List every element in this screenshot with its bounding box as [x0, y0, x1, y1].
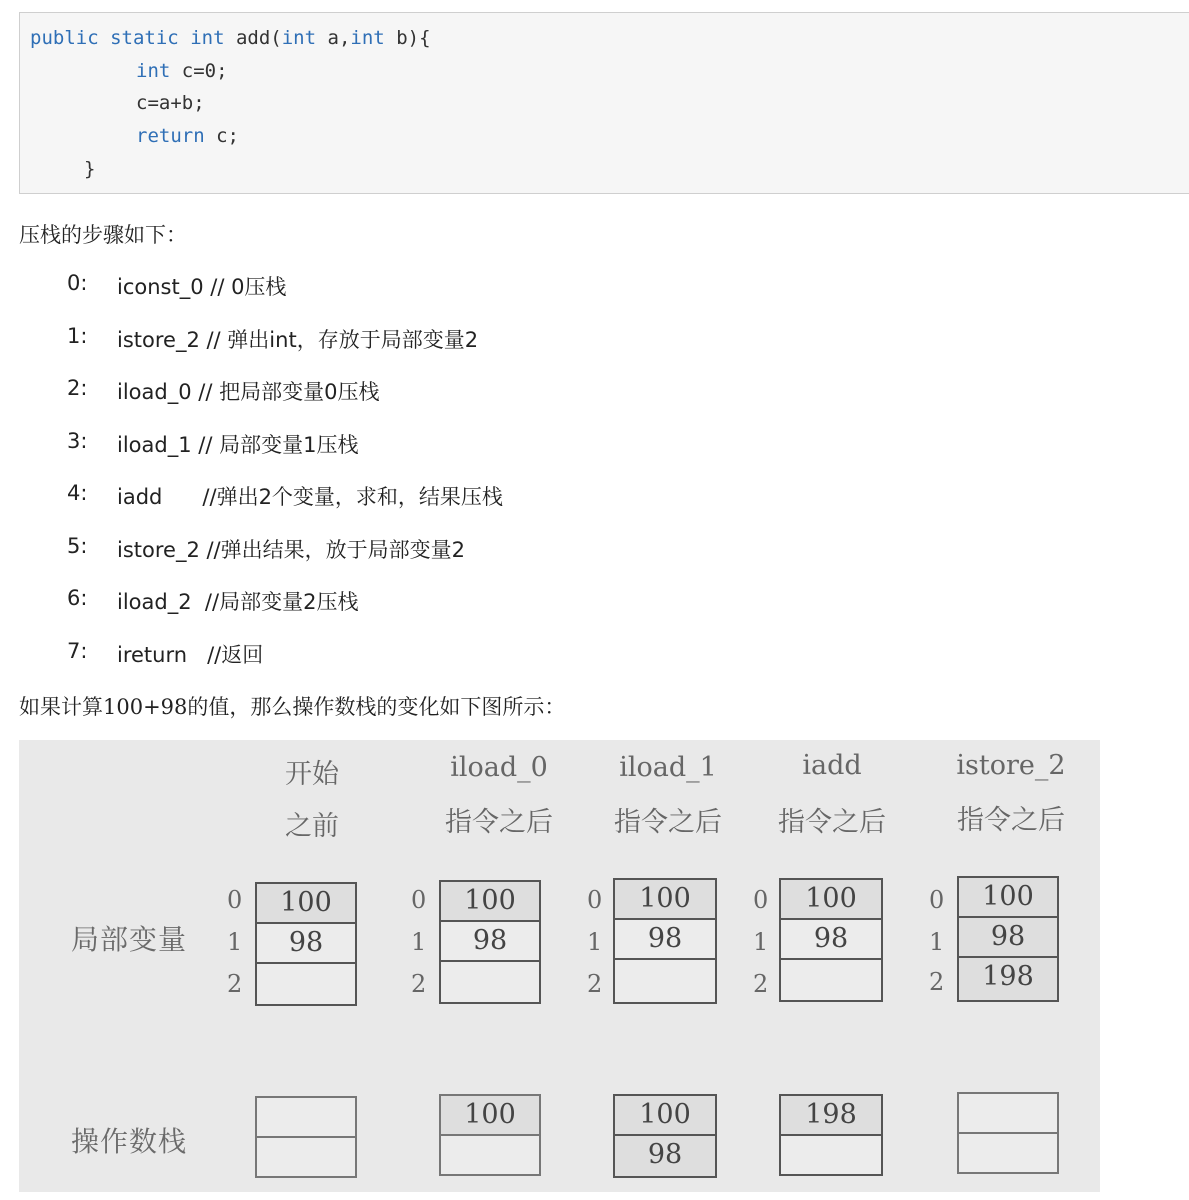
column-head-1: iload_1 [619, 752, 717, 783]
stack-slot-1 [439, 1134, 541, 1176]
code-line-4: return c; [136, 125, 239, 147]
local-slot-0: 100 [439, 880, 541, 922]
local-slot-1: 98 [439, 920, 541, 962]
local-index: 2 [587, 970, 603, 998]
column-head-1: istore_2 [956, 750, 1066, 781]
local-slot-2 [613, 958, 717, 1004]
step-number: 3: [67, 429, 88, 453]
column-head-2: 指令之后 [778, 807, 886, 838]
local-slot-2: 198 [957, 956, 1059, 1002]
step-text: istore_2 //弹出结果，放于局部变量2 [117, 538, 465, 562]
column-head-1: iadd [802, 750, 862, 781]
local-index: 2 [411, 970, 427, 998]
local-index: 1 [411, 928, 427, 956]
local-index: 2 [227, 970, 243, 998]
local-index: 1 [929, 928, 945, 956]
local-index: 0 [929, 886, 945, 914]
step-number: 4: [67, 481, 88, 505]
local-index: 1 [587, 928, 603, 956]
operand-row-label: 操作数栈 [71, 1125, 188, 1158]
local-index: 0 [411, 886, 427, 914]
operand-stack-diagram [19, 740, 1100, 1192]
locals-row-label: 局部变量 [71, 923, 188, 956]
stack-slot-1 [957, 1132, 1059, 1174]
column-head-2: 指令之后 [445, 807, 553, 838]
stack-slot-1: 98 [613, 1134, 717, 1178]
column-head-2: 指令之后 [614, 807, 722, 838]
local-slot-1: 98 [957, 916, 1059, 958]
stack-slot-0: 100 [613, 1094, 717, 1136]
intro-text: 压栈的步骤如下： [19, 223, 187, 247]
local-index: 2 [929, 968, 945, 996]
stack-slot-1 [255, 1136, 357, 1178]
local-slot-2 [779, 958, 883, 1002]
code-line-2: int c=0; [136, 60, 228, 82]
local-index: 0 [587, 886, 603, 914]
local-slot-1: 98 [255, 922, 357, 964]
step-number: 2: [67, 376, 88, 400]
local-slot-2 [255, 962, 357, 1006]
local-slot-0: 100 [957, 876, 1059, 918]
local-index: 0 [753, 886, 769, 914]
stack-slot-0: 198 [779, 1094, 883, 1136]
stack-slot-0 [255, 1096, 357, 1138]
step-number: 0: [67, 271, 88, 295]
stack-slot-0 [957, 1092, 1059, 1134]
local-index: 1 [753, 928, 769, 956]
local-slot-1: 98 [613, 918, 717, 960]
step-number: 6: [67, 586, 88, 610]
step-text: iload_2 //局部变量2压栈 [117, 590, 359, 614]
local-slot-0: 100 [779, 878, 883, 920]
local-slot-0: 100 [255, 882, 357, 924]
column-head-1: 开始 [285, 759, 339, 790]
code-line-5: } [84, 158, 96, 180]
code-block [19, 12, 1189, 194]
step-number: 5: [67, 534, 88, 558]
local-slot-2 [439, 960, 541, 1004]
step-number: 1: [67, 324, 88, 348]
step-text: iload_0 // 把局部变量0压栈 [117, 380, 380, 404]
stack-slot-1 [779, 1134, 883, 1176]
local-slot-0: 100 [613, 878, 717, 920]
code-line-1: public static int add(int a,int b){ [30, 27, 431, 49]
stack-slot-0: 100 [439, 1094, 541, 1136]
step-text: iload_1 // 局部变量1压栈 [117, 433, 359, 457]
column-head-2: 指令之后 [957, 805, 1065, 836]
local-slot-1: 98 [779, 918, 883, 960]
step-text: istore_2 // 弹出int，存放于局部变量2 [117, 328, 479, 352]
code-line-3: c=a+b; [136, 92, 205, 114]
local-index: 1 [227, 928, 243, 956]
step-text: iconst_0 // 0压栈 [117, 275, 287, 299]
step-number: 7: [67, 639, 88, 663]
column-head-1: iload_0 [450, 752, 548, 783]
outro-text: 如果计算100+98的值，那么操作数栈的变化如下图所示： [19, 695, 566, 719]
step-text: iadd //弹出2个变量，求和，结果压栈 [117, 485, 503, 509]
column-head-2: 之前 [285, 811, 339, 842]
step-text: ireturn //返回 [117, 643, 264, 667]
local-index: 2 [753, 970, 769, 998]
local-index: 0 [227, 886, 243, 914]
